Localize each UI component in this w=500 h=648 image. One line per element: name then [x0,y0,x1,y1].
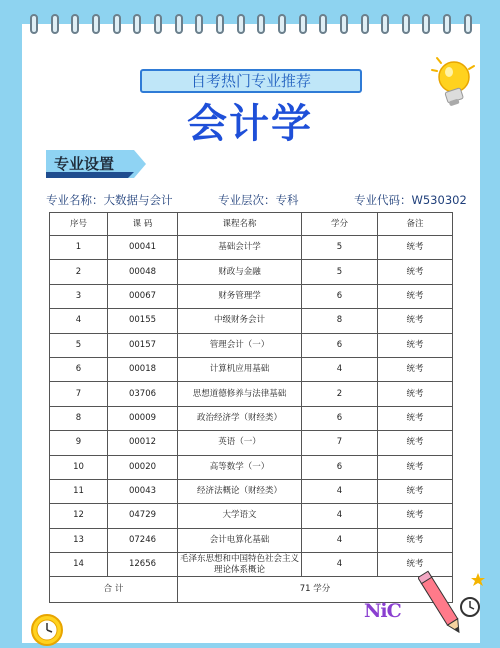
binder-rings [22,14,480,38]
total-label: 合 计 [50,577,178,603]
binder-ring [443,14,451,34]
course-note: 统考 [378,260,453,284]
binder-ring [154,14,162,34]
binder-ring [464,14,472,34]
row-number: 13 [50,528,108,552]
course-credit: 8 [302,309,378,333]
column-header: 课 码 [108,213,178,236]
table-row [50,357,453,381]
course-code: 03706 [108,382,178,406]
course-code: 00155 [108,309,178,333]
course-note: 统考 [378,284,453,308]
course-name: 经济法概论（财经类） [178,479,302,503]
binder-ring [257,14,265,34]
binder-ring [92,14,100,34]
course-code: 00012 [108,431,178,455]
header-banner: 自考热门专业推荐 [140,69,362,93]
row-number: 5 [50,333,108,357]
course-credit: 4 [302,504,378,528]
course-name: 计算机应用基础 [178,357,302,381]
course-code: 12656 [108,553,178,577]
course-note: 统考 [378,455,453,479]
binder-ring [278,14,286,34]
table-row [50,431,453,455]
table-row [50,309,453,333]
row-number: 10 [50,455,108,479]
binder-ring [402,14,410,34]
course-note: 统考 [378,504,453,528]
course-note: 统考 [378,357,453,381]
table-row [50,406,453,430]
course-note: 统考 [378,236,453,260]
course-code: 00048 [108,260,178,284]
binder-ring [71,14,79,34]
section-heading [46,150,146,178]
course-code: 00009 [108,406,178,430]
pencil-icon [418,565,488,643]
table-header-row [50,213,453,236]
course-name: 大学语文 [178,504,302,528]
course-credit: 2 [302,382,378,406]
table-row [50,333,453,357]
course-credit: 6 [302,284,378,308]
course-credit: 6 [302,333,378,357]
table-row [50,504,453,528]
course-code: 07246 [108,528,178,552]
row-number: 6 [50,357,108,381]
course-name: 会计电算化基础 [178,528,302,552]
course-credit: 6 [302,406,378,430]
course-credit: 4 [302,479,378,503]
table-row [50,260,453,284]
course-code: 00067 [108,284,178,308]
table-row [50,553,453,577]
logo [364,600,401,622]
row-number: 1 [50,236,108,260]
binder-ring [30,14,38,34]
column-header: 课程名称 [178,213,302,236]
course-name: 基础会计学 [178,236,302,260]
major-name: 专业名称：大数据与会计 [46,193,173,207]
row-number: 11 [50,479,108,503]
course-name: 毛泽东思想和中国特色社会主义理论体系概论 [178,553,302,577]
binder-ring [422,14,430,34]
binder-ring [113,14,121,34]
table-row [50,479,453,503]
course-credit: 5 [302,260,378,284]
course-code: 00043 [108,479,178,503]
course-note: 统考 [378,431,453,455]
binder-ring [133,14,141,34]
binder-ring [381,14,389,34]
column-header: 序号 [50,213,108,236]
row-number: 8 [50,406,108,430]
column-header: 学分 [302,213,378,236]
course-note: 统考 [378,528,453,552]
course-name: 管理会计（一） [178,333,302,357]
course-note: 统考 [378,382,453,406]
course-credit: 7 [302,431,378,455]
course-name: 财务管理学 [178,284,302,308]
course-credit: 4 [302,357,378,381]
course-credit: 4 [302,553,378,577]
binder-ring [340,14,348,34]
course-note: 统考 [378,406,453,430]
course-code: 00041 [108,236,178,260]
table-row [50,284,453,308]
logo-text: NiC [364,600,401,622]
row-number: 7 [50,382,108,406]
course-note: 统考 [378,479,453,503]
course-code: 00018 [108,357,178,381]
total-value: 71 学分 [178,577,453,603]
light-bulb-icon [428,54,478,114]
course-credit: 4 [302,528,378,552]
binder-ring [299,14,307,34]
major-info [46,191,467,209]
course-code: 00020 [108,455,178,479]
page-title: 会计学 [187,101,313,147]
table-row [50,236,453,260]
binder-ring [237,14,245,34]
course-name: 政治经济学（财经类） [178,406,302,430]
course-note: 统考 [378,309,453,333]
table-row [50,382,453,406]
row-number: 3 [50,284,108,308]
course-name: 中级财务会计 [178,309,302,333]
major-level: 专业层次：专科 [218,193,299,207]
course-code: 04729 [108,504,178,528]
row-number: 12 [50,504,108,528]
table-row [50,455,453,479]
row-number: 14 [50,553,108,577]
major-code: 专业代码：W530302 [354,193,467,207]
binder-ring [216,14,224,34]
binder-ring [319,14,327,34]
course-table [49,212,453,603]
course-name: 高等数学（一） [178,455,302,479]
binder-ring [175,14,183,34]
course-note: 统考 [378,333,453,357]
row-number: 4 [50,309,108,333]
binder-ring [51,14,59,34]
column-header: 备注 [378,213,453,236]
section-title: 专业设置 [54,155,115,173]
table-row [50,528,453,552]
course-name: 思想道德修养与法律基础 [178,382,302,406]
row-number: 2 [50,260,108,284]
course-name: 财政与金融 [178,260,302,284]
course-code: 00157 [108,333,178,357]
course-name: 英语（一） [178,431,302,455]
binder-ring [195,14,203,34]
row-number: 9 [50,431,108,455]
binder-ring [361,14,369,34]
course-note: 统考 [378,553,453,577]
course-credit: 6 [302,455,378,479]
course-credit: 5 [302,236,378,260]
